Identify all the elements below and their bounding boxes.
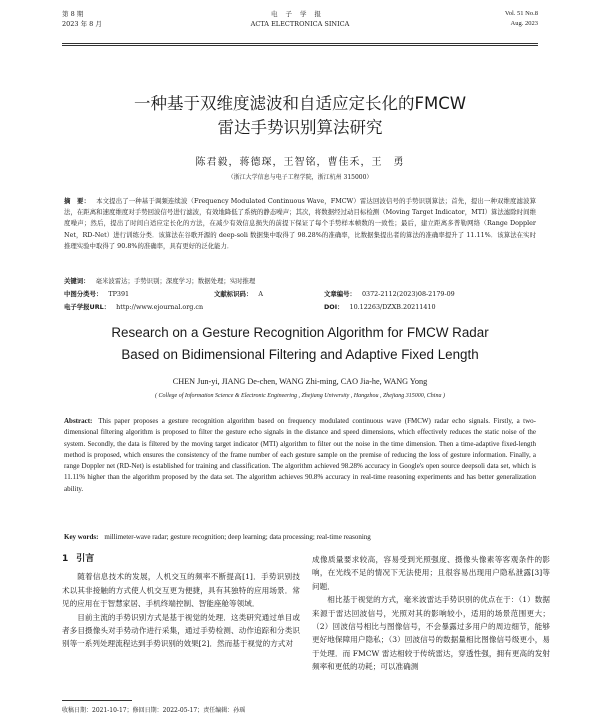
paragraph: 随着信息技术的发展，人机交互的频率不断提高[1]．手势识别技术以其非接触的方式使人机交互更为便捷，具有其独特的应用场景．常见的应用在于智慧家居、手机终端控制、智能座舱等领域． <box>62 572 300 609</box>
title-en-line1: Research on a Gesture Recognition Algorithm for FMCW Radar <box>111 325 489 340</box>
keywords-cn-text: 毫米波雷达；手势识别；深度学习；数据处理；实时推理 <box>95 277 256 285</box>
doi <box>324 302 436 311</box>
doc-code <box>214 289 324 298</box>
issue-date-en: Aug. 2023 <box>510 20 538 27</box>
issue-date-cn: 2023 年 8 月 <box>62 20 102 28</box>
url-value[interactable]: http://www.ejournal.org.cn <box>116 303 204 311</box>
authors-cn: 陈君毅，蒋德琛，王智铭，曹佳禾，王 勇 <box>195 157 405 168</box>
clc-label: 中图分类号： <box>64 290 103 298</box>
affiliation-cn: （浙江大学信息与电子工程学院，浙江杭州 315000） <box>227 174 373 181</box>
article-number-value: 0372-2112(2023)08-2179-09 <box>361 290 455 298</box>
title-en <box>40 322 560 366</box>
title-cn <box>40 92 560 140</box>
running-header <box>62 9 538 39</box>
doc-code-label: 文献标识码： <box>214 290 253 298</box>
paragraph: 相比基于视觉的方式，毫米波雷达手势识别的优点在于：（1）数据来源于雷达回波信号，光照对其的影响较小，适用的场景范围更大；（2）回波信号相比与图像信号，不会暴露过多用户的周边细节，能够更好地保障用户隐私；（3）回波信号的数据量相比图像信号级更小，易于处理．而 FMCW 雷达相较于传统雷达，穿透性强，拥有更高的发射频率和更低的功耗；可以准确测 <box>312 595 550 672</box>
article-number-label: 文章编号： <box>324 290 356 298</box>
classification-row <box>64 289 536 298</box>
header-rule <box>62 43 538 44</box>
authors-en: CHEN Jun-yi, JIANG De-chen, WANG Zhi-ming, CAO Jia-he, WANG Yong <box>172 377 428 386</box>
footnote-rule <box>62 700 132 701</box>
keywords-en-text: millimeter-wave radar; gesture recognition; deep learning; data processing; real-time reasoning <box>104 533 371 541</box>
issue-number: 第 8 期 <box>62 10 84 18</box>
title-en-line2: Based on Bidimensional Filtering and Adaptive Fixed Length <box>121 347 479 362</box>
affiliation-en: ( College of Information Science & Electronic Engineering , Zhejiang University , Hangzhou , Zhejiang 315000, China ) <box>155 393 445 399</box>
clc <box>64 289 214 298</box>
doi-value[interactable]: 10.12263/DZXB.20211410 <box>349 303 436 311</box>
keywords-cn <box>64 276 536 285</box>
header-center <box>62 9 538 29</box>
url-label: 电子学报URL： <box>64 303 111 311</box>
header-rule-thin <box>62 45 538 46</box>
title-cn-line1: 一种基于双维度滤波和自适应定长化的FMCW <box>133 94 467 113</box>
doc-code-value: A <box>258 290 263 298</box>
abstract-cn-text: 本文提出了一种基于调频连续波（Frequency Modulated Continuous Wave，FMCW）雷达回波信号的手势识别算法；首先，提出一种双维度滤波算法，在距离和速度维度对手势回波信号进行滤波，有效地降低了系统的静态噪声；其次，将数据经过动目标检测（Moving Target Indicator，MTI）算法滤除时间维度噪声；然后，提出了时间自适应定长化的方法，在减少有效信息损失的前提下保证了每个手势样本帧数的一致性；最后，建立距离多普勒网络（Range Doppler Net，RD-Net）进行训练分类．该算法在谷歌开源的 deep-soli 数据集中取得了 98.28%的准确率，比数据集提出者的算法的准确率提升了 11.11%．该算法在实时推理实验中取得了 90.8%的准确率，具有更好的泛化能力． <box>64 197 536 250</box>
section-heading-intro <box>62 553 300 566</box>
abstract-en <box>64 416 536 495</box>
abstract-en-label: Abstract: <box>64 417 93 425</box>
body-column-right <box>312 553 550 674</box>
keywords-en-label: Key words: <box>64 533 99 541</box>
doi-label: DOI： <box>324 303 344 311</box>
clc-value: TP391 <box>108 290 130 298</box>
abstract-cn-label: 摘 要： <box>64 197 91 205</box>
article-number <box>324 289 455 298</box>
body-column-left <box>62 553 300 651</box>
section-number: 1 <box>62 554 69 564</box>
abstract-cn <box>64 196 536 252</box>
header-right <box>505 9 538 29</box>
footnote-dates: 收稿日期：2021-10-17；修回日期：2022-05-17；责任编辑：孙瑶 <box>62 707 246 714</box>
section-title: 引言 <box>76 554 95 564</box>
journal-name-en: ACTA ELECTRONICA SINICA <box>250 20 350 28</box>
title-cn-line2: 雷达手势识别算法研究 <box>217 118 383 137</box>
abstract-en-text: This paper proposes a gesture recognition algorithm based on frequency modulated continuous wave (FMCW) radar echo signals. Firstly, a two-dimensional filtering algorithm is proposed to filter the gesture echo signals in the distance and speed dimensions, which effectively reduces the static noise of the system. Secondly, the data is filtered by the moving target indicator (MTI) algorithm to filter out the noise in the time dimension. Then a time-adaptive fixed-length method is proposed, which ensures the consistency of the frame number of each gesture sample on the premise of reducing the loss of gesture information. Finally, a range Doppler net (RD-Net) is established for training and classification. The algorithm achieved 98.28% accuracy in Google's open source deepsoli data set, which is 11.11% higher than the algorithm proposed by the data set. The algorithm achieves 90.8% accuracy in real-time reasoning experiments and has better generalization ability. <box>64 417 536 493</box>
paragraph: 成像质量要求较高，容易受到光照强度、摄像头像素等客观条件的影响，在光线不足的情况下无法使用；且很容易出现用户隐私泄露[3]等问题． <box>312 555 550 591</box>
journal-url <box>64 302 324 311</box>
keywords-cn-label: 关键词： <box>64 277 90 285</box>
journal-name-cn: 电子学报 <box>271 10 329 18</box>
keywords-en <box>64 533 536 541</box>
paragraph: 目前主流的手势识别方式是基于视觉的处理．这类研究通过单目或者多目摄像头对手势动作进行采集，通过手势检测、动作追踪和分类识别等一系列处理流程达到手势识别的效果[2]．然而基于视觉的方式对 <box>62 612 300 649</box>
url-doi-row <box>64 302 536 311</box>
volume-info: Vol. 51 No.8 <box>504 10 538 17</box>
